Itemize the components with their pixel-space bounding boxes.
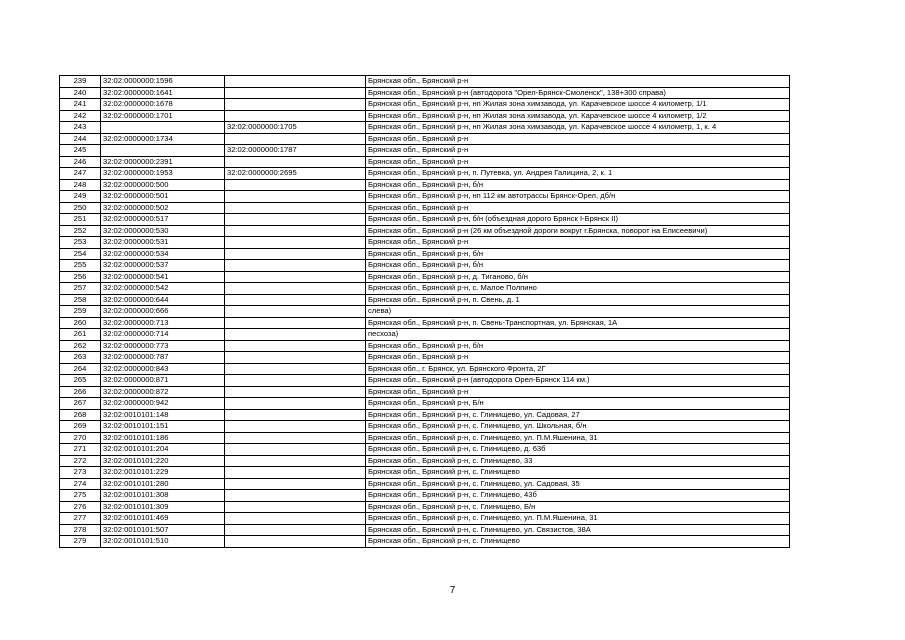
- cadastral-number-cell: 32:02:0010101:510: [101, 536, 225, 548]
- cadastral-number-cell: 32:02:0010101:204: [101, 444, 225, 456]
- cadastral-number-cell: 32:02:0000000:843: [101, 363, 225, 375]
- linked-cadastral-number-cell: [225, 76, 366, 88]
- address-cell: Брянская обл., Брянский р-н: [366, 76, 790, 88]
- table-row: [60, 536, 790, 548]
- linked-cadastral-number-cell: [225, 375, 366, 387]
- cadastral-number-cell: [101, 122, 225, 134]
- table-row: [60, 421, 790, 433]
- row-number-cell: 258: [60, 294, 101, 306]
- linked-cadastral-number-cell: [225, 133, 366, 145]
- cadastral-number-cell: 32:02:0010101:148: [101, 409, 225, 421]
- linked-cadastral-number-cell: [225, 317, 366, 329]
- linked-cadastral-number-cell: [225, 536, 366, 548]
- address-cell: Брянская обл., Брянский р-н, с. Глинищево, ул. Садовая, 35: [366, 478, 790, 490]
- table-row: [60, 99, 790, 111]
- linked-cadastral-number-cell: [225, 191, 366, 203]
- linked-cadastral-number-cell: 32:02:0000000:1787: [225, 145, 366, 157]
- address-cell: Брянская обл., Брянский р-н, с. Глинищево, ул. П.М.Яшенина, 31: [366, 432, 790, 444]
- linked-cadastral-number-cell: [225, 490, 366, 502]
- table-row: [60, 513, 790, 525]
- row-number-cell: 253: [60, 237, 101, 249]
- linked-cadastral-number-cell: [225, 99, 366, 111]
- linked-cadastral-number-cell: [225, 455, 366, 467]
- linked-cadastral-number-cell: [225, 363, 366, 375]
- table-row: [60, 110, 790, 122]
- table-row: [60, 260, 790, 272]
- address-cell: Брянская обл., Брянский р-н, нп Жилая зона химзавода, ул. Карачевское шоссе 4 километр, 1/2: [366, 110, 790, 122]
- row-number-cell: 248: [60, 179, 101, 191]
- address-cell: Брянская обл., Брянский р-н, д. Тиганово, б/н: [366, 271, 790, 283]
- table-row: [60, 340, 790, 352]
- cadastral-number-cell: 32:02:0000000:871: [101, 375, 225, 387]
- table-row: [60, 329, 790, 341]
- row-number-cell: 263: [60, 352, 101, 364]
- linked-cadastral-number-cell: [225, 294, 366, 306]
- row-number-cell: 277: [60, 513, 101, 525]
- cadastral-number-cell: 32:02:0010101:507: [101, 524, 225, 536]
- linked-cadastral-number-cell: [225, 386, 366, 398]
- address-cell: Брянская обл., Брянский р-н, с. Глинищево, 33: [366, 455, 790, 467]
- cadastral-number-cell: 32:02:0000000:942: [101, 398, 225, 410]
- cadastral-number-cell: 32:02:0000000:1678: [101, 99, 225, 111]
- table-row: [60, 524, 790, 536]
- cadastral-number-cell: 32:02:0000000:502: [101, 202, 225, 214]
- cadastral-number-cell: 32:02:0000000:2391: [101, 156, 225, 168]
- table-row: [60, 202, 790, 214]
- address-cell: Брянская обл., Брянский р-н, с. Глинищево, Б/н: [366, 501, 790, 513]
- address-cell: Брянская обл., Брянский р-н, нп Жилая зона химзавода, ул. Карачевское шоссе 4 километр, 1, к. 4: [366, 122, 790, 134]
- table-row: [60, 145, 790, 157]
- cadastral-number-cell: 32:02:0000000:531: [101, 237, 225, 249]
- linked-cadastral-number-cell: 32:02:0000000:2695: [225, 168, 366, 180]
- table-row: [60, 294, 790, 306]
- row-number-cell: 269: [60, 421, 101, 433]
- cadastral-number-cell: 32:02:0000000:500: [101, 179, 225, 191]
- cadastral-number-cell: 32:02:0000000:534: [101, 248, 225, 260]
- address-cell: Брянская обл., Брянский р-н, с. Глинищево, ул. Школьная, б/н: [366, 421, 790, 433]
- row-number-cell: 250: [60, 202, 101, 214]
- address-cell: Брянская обл., Брянский р-н, б/н: [366, 340, 790, 352]
- table-row: [60, 352, 790, 364]
- table-row: [60, 271, 790, 283]
- table-row: [60, 122, 790, 134]
- cadastral-number-cell: 32:02:0000000:542: [101, 283, 225, 295]
- address-cell: Брянская обл., Брянский р-н, с. Глинищево: [366, 467, 790, 479]
- table-row: [60, 168, 790, 180]
- linked-cadastral-number-cell: [225, 329, 366, 341]
- cadastral-number-cell: 32:02:0010101:229: [101, 467, 225, 479]
- cadastral-number-cell: [101, 145, 225, 157]
- row-number-cell: 239: [60, 76, 101, 88]
- table-row: [60, 398, 790, 410]
- cadastral-table-body: [60, 76, 790, 548]
- linked-cadastral-number-cell: [225, 432, 366, 444]
- row-number-cell: 256: [60, 271, 101, 283]
- cadastral-number-cell: 32:02:0000000:1701: [101, 110, 225, 122]
- row-number-cell: 246: [60, 156, 101, 168]
- row-number-cell: 265: [60, 375, 101, 387]
- table-row: [60, 375, 790, 387]
- row-number-cell: 260: [60, 317, 101, 329]
- address-cell: Брянская обл., Брянский р-н: [366, 237, 790, 249]
- address-cell: Брянская обл., Брянский р-н, п. Путевка, ул. Андрея Галицина, 2, к. 1: [366, 168, 790, 180]
- cadastral-number-cell: 32:02:0000000:517: [101, 214, 225, 226]
- address-cell: Брянская обл., г. Брянск, ул. Брянского Фронта, 2Г: [366, 363, 790, 375]
- row-number-cell: 270: [60, 432, 101, 444]
- table-row: [60, 87, 790, 99]
- cadastral-number-cell: 32:02:0010101:186: [101, 432, 225, 444]
- linked-cadastral-number-cell: [225, 283, 366, 295]
- linked-cadastral-number-cell: [225, 340, 366, 352]
- linked-cadastral-number-cell: [225, 237, 366, 249]
- row-number-cell: 266: [60, 386, 101, 398]
- cadastral-number-cell: 32:02:0000000:541: [101, 271, 225, 283]
- linked-cadastral-number-cell: [225, 87, 366, 99]
- table-row: [60, 444, 790, 456]
- row-number-cell: 259: [60, 306, 101, 318]
- table-row: [60, 467, 790, 479]
- linked-cadastral-number-cell: [225, 513, 366, 525]
- cadastral-number-cell: 32:02:0000000:530: [101, 225, 225, 237]
- cadastral-number-cell: 32:02:0010101:151: [101, 421, 225, 433]
- cadastral-number-cell: 32:02:0000000:1734: [101, 133, 225, 145]
- row-number-cell: 272: [60, 455, 101, 467]
- row-number-cell: 275: [60, 490, 101, 502]
- table-row: [60, 409, 790, 421]
- linked-cadastral-number-cell: [225, 202, 366, 214]
- linked-cadastral-number-cell: [225, 306, 366, 318]
- row-number-cell: 252: [60, 225, 101, 237]
- cadastral-number-cell: 32:02:0000000:713: [101, 317, 225, 329]
- linked-cadastral-number-cell: [225, 248, 366, 260]
- cadastral-number-cell: 32:02:0000000:773: [101, 340, 225, 352]
- address-cell: Брянская обл., Брянский р-н, с. Малое Полпино: [366, 283, 790, 295]
- table-row: [60, 179, 790, 191]
- address-cell: Брянская обл., Брянский р-н, б/н: [366, 248, 790, 260]
- cadastral-number-cell: 32:02:0000000:644: [101, 294, 225, 306]
- row-number-cell: 243: [60, 122, 101, 134]
- row-number-cell: 264: [60, 363, 101, 375]
- linked-cadastral-number-cell: [225, 398, 366, 410]
- table-row: [60, 363, 790, 375]
- table-row: [60, 501, 790, 513]
- linked-cadastral-number-cell: 32:02:0000000:1705: [225, 122, 366, 134]
- table-row: [60, 432, 790, 444]
- row-number-cell: 241: [60, 99, 101, 111]
- address-cell: Брянская обл., Брянский р-н, б/н (объездная дорого Брянск I-Брянск II): [366, 214, 790, 226]
- row-number-cell: 273: [60, 467, 101, 479]
- cadastral-number-cell: 32:02:0000000:1596: [101, 76, 225, 88]
- linked-cadastral-number-cell: [225, 110, 366, 122]
- row-number-cell: 274: [60, 478, 101, 490]
- table-row: [60, 306, 790, 318]
- table-row: [60, 248, 790, 260]
- linked-cadastral-number-cell: [225, 478, 366, 490]
- address-cell: Брянская обл., Брянский р-н, б/н: [366, 179, 790, 191]
- table-row: [60, 133, 790, 145]
- address-cell: слева): [366, 306, 790, 318]
- linked-cadastral-number-cell: [225, 421, 366, 433]
- address-cell: Брянская обл., Брянский р-н, п. Свень, д. 1: [366, 294, 790, 306]
- row-number-cell: 247: [60, 168, 101, 180]
- row-number-cell: 242: [60, 110, 101, 122]
- address-cell: Брянская обл., Брянский р-н, с. Глинищево, 43б: [366, 490, 790, 502]
- table-row: [60, 214, 790, 226]
- row-number-cell: 279: [60, 536, 101, 548]
- row-number-cell: 262: [60, 340, 101, 352]
- address-cell: Брянская обл., Брянский р-н: [366, 352, 790, 364]
- row-number-cell: 251: [60, 214, 101, 226]
- row-number-cell: 278: [60, 524, 101, 536]
- address-cell: Брянская обл., Брянский р-н, Б/н: [366, 398, 790, 410]
- row-number-cell: 261: [60, 329, 101, 341]
- address-cell: Брянская обл., Брянский р-н, с. Глинищево, ул. П.М.Яшенина, 31: [366, 513, 790, 525]
- table-row: [60, 225, 790, 237]
- row-number-cell: 240: [60, 87, 101, 99]
- linked-cadastral-number-cell: [225, 156, 366, 168]
- linked-cadastral-number-cell: [225, 179, 366, 191]
- linked-cadastral-number-cell: [225, 352, 366, 364]
- row-number-cell: 245: [60, 145, 101, 157]
- linked-cadastral-number-cell: [225, 214, 366, 226]
- row-number-cell: 254: [60, 248, 101, 260]
- cadastral-number-cell: 32:02:0000000:787: [101, 352, 225, 364]
- linked-cadastral-number-cell: [225, 501, 366, 513]
- cadastral-number-cell: 32:02:0000000:872: [101, 386, 225, 398]
- row-number-cell: 244: [60, 133, 101, 145]
- address-cell: Брянская обл., Брянский р-н, нп 112 км автотрассы Брянск-Орел, дб/н: [366, 191, 790, 203]
- page-number: 7: [449, 585, 456, 596]
- table-row: [60, 237, 790, 249]
- linked-cadastral-number-cell: [225, 271, 366, 283]
- table-row: [60, 386, 790, 398]
- address-cell: Брянская обл., Брянский р-н (26 км объездной дороги вокруг г.Брянска, поворот на Елисеевичи): [366, 225, 790, 237]
- address-cell: Брянская обл., Брянский р-н: [366, 386, 790, 398]
- address-cell: песхоза): [366, 329, 790, 341]
- table-row: [60, 317, 790, 329]
- address-cell: Брянская обл., Брянский р-н (автодорога Орел-Брянск 114 км.): [366, 375, 790, 387]
- cadastral-number-cell: 32:02:0010101:280: [101, 478, 225, 490]
- address-cell: Брянская обл., Брянский р-н, с. Глинищево, ул. Садовая, 27: [366, 409, 790, 421]
- table-row: [60, 490, 790, 502]
- cadastral-number-cell: 32:02:0010101:308: [101, 490, 225, 502]
- table-row: [60, 191, 790, 203]
- row-number-cell: 267: [60, 398, 101, 410]
- address-cell: Брянская обл., Брянский р-н (автодорога "Орел-Брянск-Смоленск", 138+300 справа): [366, 87, 790, 99]
- cadastral-number-cell: 32:02:0010101:469: [101, 513, 225, 525]
- table-row: [60, 478, 790, 490]
- table-row: [60, 283, 790, 295]
- table-row: [60, 455, 790, 467]
- cadastral-number-cell: 32:02:0010101:220: [101, 455, 225, 467]
- cadastral-number-cell: 32:02:0000000:501: [101, 191, 225, 203]
- row-number-cell: 276: [60, 501, 101, 513]
- address-cell: Брянская обл., Брянский р-н, нп Жилая зона химзавода, ул. Карачевское шоссе 4 километр, 1/1: [366, 99, 790, 111]
- address-cell: Брянская обл., Брянский р-н: [366, 145, 790, 157]
- cadastral-number-cell: 32:02:0000000:1641: [101, 87, 225, 99]
- row-number-cell: 271: [60, 444, 101, 456]
- linked-cadastral-number-cell: [225, 260, 366, 272]
- cadastral-number-cell: 32:02:0000000:714: [101, 329, 225, 341]
- address-cell: Брянская обл., Брянский р-н, б/н: [366, 260, 790, 272]
- row-number-cell: 268: [60, 409, 101, 421]
- address-cell: Брянская обл., Брянский р-н: [366, 133, 790, 145]
- row-number-cell: 249: [60, 191, 101, 203]
- cadastral-number-cell: 32:02:0010101:309: [101, 501, 225, 513]
- address-cell: Брянская обл., Брянский р-н, с. Глинищево: [366, 536, 790, 548]
- cadastral-table: [59, 75, 790, 548]
- linked-cadastral-number-cell: [225, 467, 366, 479]
- address-cell: Брянская обл., Брянский р-н: [366, 202, 790, 214]
- cadastral-number-cell: 32:02:0000000:666: [101, 306, 225, 318]
- address-cell: Брянская обл., Брянский р-н, п. Свень-Транспортная, ул. Брянская, 1А: [366, 317, 790, 329]
- address-cell: Брянская обл., Брянский р-н, с. Глинищево, ул. Связистов, 38А: [366, 524, 790, 536]
- linked-cadastral-number-cell: [225, 524, 366, 536]
- table-row: [60, 156, 790, 168]
- linked-cadastral-number-cell: [225, 225, 366, 237]
- linked-cadastral-number-cell: [225, 409, 366, 421]
- address-cell: Брянская обл., Брянский р-н, с. Глинищево, д. 63б: [366, 444, 790, 456]
- cadastral-number-cell: 32:02:0000000:537: [101, 260, 225, 272]
- row-number-cell: 257: [60, 283, 101, 295]
- row-number-cell: 255: [60, 260, 101, 272]
- linked-cadastral-number-cell: [225, 444, 366, 456]
- table-row: [60, 76, 790, 88]
- address-cell: Брянская обл., Брянский р-н: [366, 156, 790, 168]
- cadastral-number-cell: 32:02:0000000:1953: [101, 168, 225, 180]
